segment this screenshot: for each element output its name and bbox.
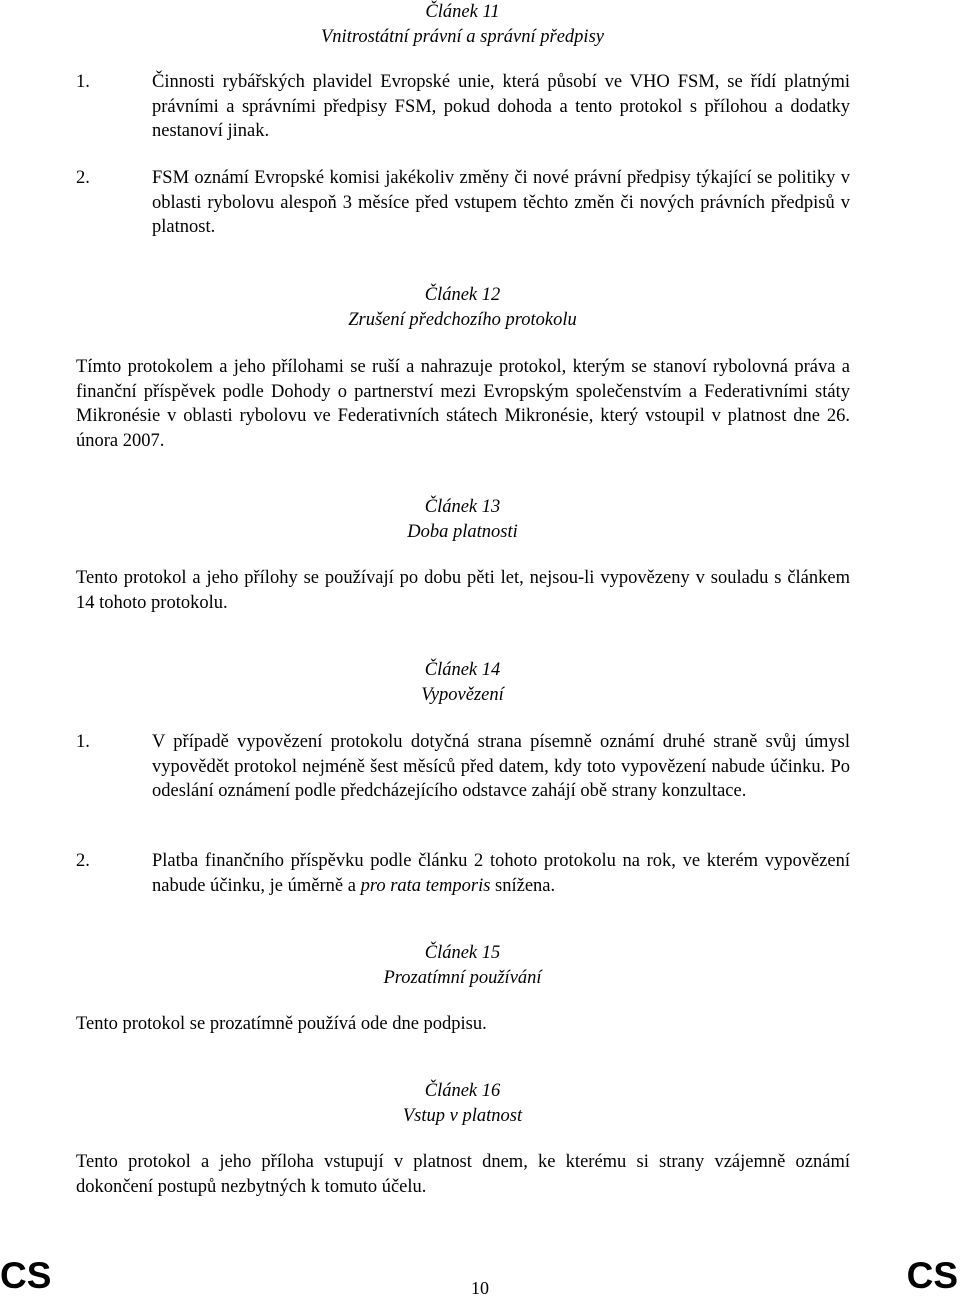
footer-language-code-right: CS (906, 1255, 958, 1296)
article-12-text: Tímto protokolem a jeho přílohami se ruší a nahrazuje protokol, kterým se stanoví rybolovná práva a finanční příspěvek podle Dohody o partnerství mezi Evropským společenstvím a Federativními státy Mikronésie v oblasti rybolovu ve Federativních státech Mikronésie, který vstoupil v platnost dne 26. února 2007. (76, 357, 850, 451)
article-14-item-1 (76, 730, 850, 804)
item-text: Činnosti rybářských plavidel Evropské unie, která působí ve VHO FSM, se řídí platnými právními a správními předpisy FSM, pokud dohoda a tento protokol s přílohou a dodatky nestanoví jinak. (152, 72, 850, 141)
article-16-number: Článek 16 (424, 1081, 501, 1101)
article-11-number: Článek 11 (425, 2, 500, 22)
item-number: 1. (76, 72, 90, 92)
footer-language-code-left: CS (0, 1255, 52, 1296)
article-15-title: Prozatímní používání (383, 968, 542, 988)
item-text: V případě vypovězení protokolu dotyčná strana písemně oznámí druhé straně svůj úmysl vypovědět protokol nejméně šest měsíců před datem, kdy toto vypovězení nabude účinku. Po odeslání oznámení podle předcházejícího odstavce zahájí obě strany konzultace. (152, 732, 850, 801)
item-text (152, 849, 850, 898)
item-number: 2. (76, 851, 90, 871)
article-11-item-1 (76, 70, 850, 144)
article-15-number: Článek 15 (424, 943, 501, 963)
article-14-number: Článek 14 (424, 660, 501, 680)
article-13-number: Článek 13 (424, 497, 501, 517)
article-11-item-2 (76, 166, 850, 240)
article-11-title: Vnitrostátní právní a správní předpisy (321, 27, 604, 47)
item-text-italic: pro rata temporis (360, 875, 491, 896)
article-16-title: Vstup v platnost (402, 1106, 523, 1126)
page-number: 10 (471, 1278, 489, 1298)
article-14-title: Vypovězení (421, 685, 504, 705)
item-number: 1. (76, 732, 90, 752)
article-14-item-2 (76, 849, 850, 898)
article-13-title: Doba platnosti (407, 522, 518, 542)
article-12-number: Článek 12 (424, 285, 501, 305)
article-15-text: Tento protokol se prozatímně používá ode dne podpisu. (76, 1014, 487, 1034)
item-number: 2. (76, 168, 90, 188)
article-12-title: Zrušení předchozího protokolu (348, 310, 577, 330)
item-text: FSM oznámí Evropské komisi jakékoliv změny či nové právní předpisy týkající se politiky v oblasti rybolovu alespoň 3 měsíce před vstupem těchto změn či nových právních předpisů v platnost. (152, 168, 850, 237)
item-text-start: Platba finančního příspěvku podle článku 2 tohoto protokolu na rok, ve kterém vypovězení nabude účinku, je úměrně a (152, 851, 850, 896)
article-16-text: Tento protokol a jeho příloha vstupují v platnost dnem, ke kterému si strany vzájemně oznámí dokončení postupů nezbytných k tomuto účelu. (76, 1152, 850, 1197)
item-text-end: snížena. (490, 875, 556, 896)
article-13-text: Tento protokol a jeho přílohy se používají po dobu pěti let, nejsou-li vypovězeny v souladu s článkem 14 tohoto protokolu. (76, 568, 850, 613)
